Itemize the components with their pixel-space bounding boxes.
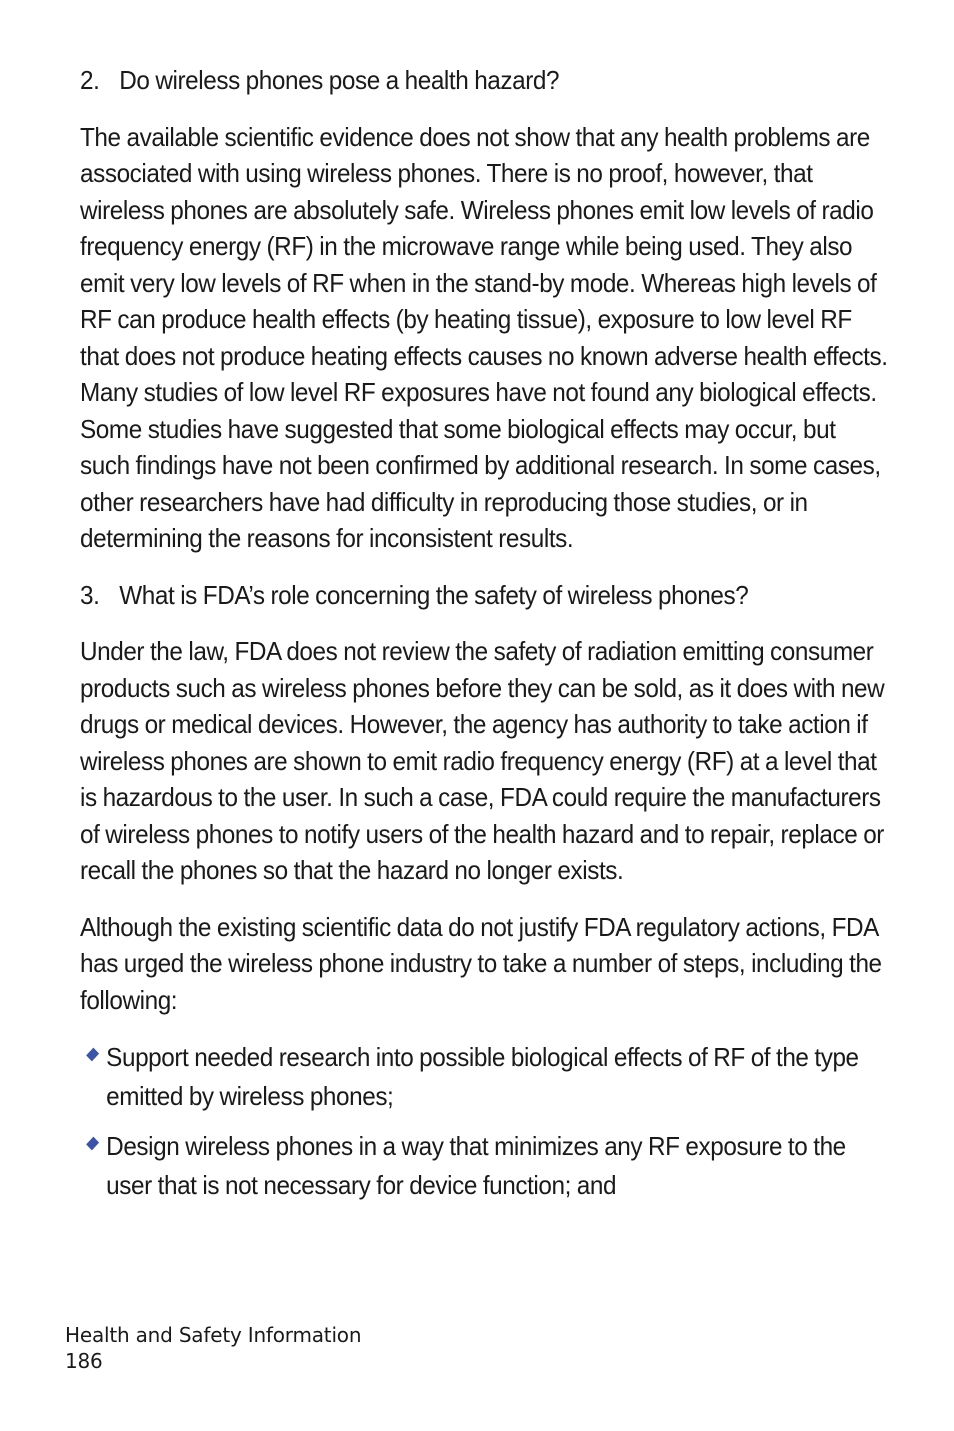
- question-2: [80, 62, 890, 99]
- answer-paragraph: Under the law, FDA does not review the safety of radiation emitting consumer products such as wireless phones before they can be sold, as it does with new drugs or medical devices. However, the agency has authority to take action if wireless phones are shown to emit radio frequency energy (RF) at a level that is hazardous to the user. In such a case, FDA could require the manufacturers of wireless phones to notify users of the health hazard and to repair, replace or recall the phones so that the hazard no longer exists.: [80, 636, 885, 885]
- question-text: Do wireless phones pose a health hazard?: [119, 65, 560, 95]
- list-item-text: Design wireless phones in a way that minimizes any RF exposure to the user that is not necessary for device function; and: [106, 1131, 846, 1200]
- answer-paragraph: Although the existing scientific data do not justify FDA regulatory actions, FDA has urged the wireless phone industry to take a number of steps, including the following:: [80, 911, 882, 1015]
- question-number: 2.: [80, 65, 100, 95]
- question-3: [80, 577, 890, 614]
- steps-list: [80, 1038, 890, 1205]
- answer-paragraph: The available scientific evidence does not show that any health problems are associated with using wireless phones. There is no proof, however, that wireless phones are absolutely safe. Wireless phones emit low levels of radio frequency energy (RF) in the microwave range while being used. They also emit very low levels of RF when in the stand-by mode. Whereas high levels of RF can produce health effects (by heating tissue), exposure to low level RF that does not produce heating effects causes no known adverse health effects. Many studies of low level RF exposures have not found any biological effects. Some studies have suggested that some biological effects may occur, but such findings have not been confirmed by additional research. In some cases, other researchers have had difficulty in reproducing those studies, or in determining the reasons for inconsistent results.: [80, 121, 888, 553]
- page-footer: [65, 1322, 361, 1374]
- question-text: What is FDA’s role concerning the safety of wireless phones?: [119, 579, 749, 610]
- question-number: 3.: [80, 579, 100, 610]
- list-item: [80, 1038, 890, 1116]
- page-content: [80, 62, 888, 1216]
- diamond-bullet-icon: [86, 1048, 99, 1062]
- diamond-bullet-icon: [86, 1137, 99, 1151]
- footer-section-title: Health and Safety Information: [65, 1323, 362, 1347]
- list-item-text: Support needed research into possible biological effects of RF of the type emitted by wireless phones;: [106, 1042, 859, 1111]
- page-number: 186: [65, 1349, 103, 1373]
- list-item: [80, 1127, 890, 1205]
- page-inner: [80, 62, 890, 1205]
